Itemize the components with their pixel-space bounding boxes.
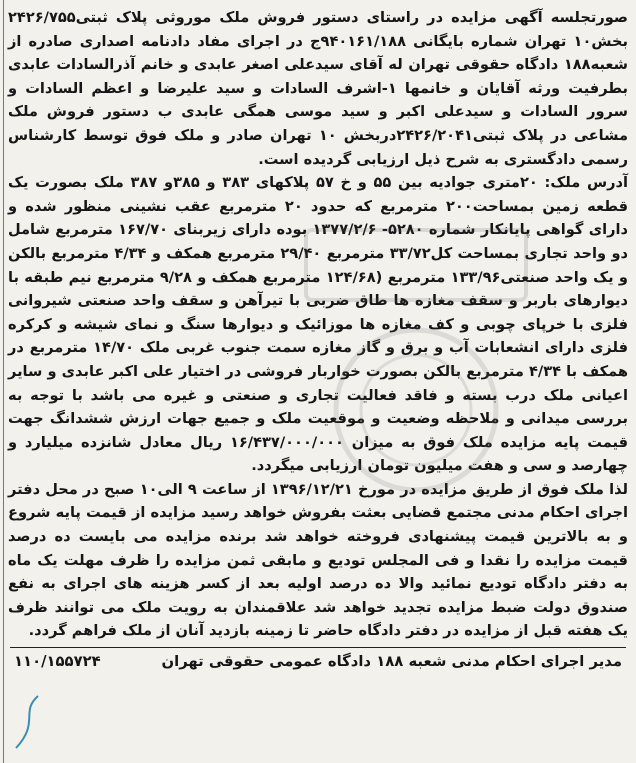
notice-property-paragraph: آدرس ملک: ۲۰متری جوادیه بین ۵۵ و خ ۵۷ پلاکهای ۳۸۳ و ۳۸۵و ۳۸۷ ملک بصورت یک قطعه زمین بمساحت۲۰۰ مترمربع که حدود ۲۰ مترمربع عقب نشینی منظور شده و دارای گواهی پایانکار شماره ۵۲۸۰- ۱۳۷۷/۲/۶ بوده دارای زیربنای ۱۶۷/۷۰ مترمربع شامل دو واحد تجاری بمساحت کل۳۳/۷۲ مترمربع ۲۹/۴۰ مترمربع همکف و ۴/۳۴ مترمربع بالکن و یک واحد صنعتی۱۳۳/۹۶ مترمربع (۱۲۴/۶۸ مترمربع همکف و ۹/۲۸ مترمربع نیم طبقه با دیوارهای باربر و سقف مغازه ها طاق ضربی با تیرآهن و سقف واحد صنعتی شیروانی فلزی با خرپای چوبی و کف مغازه ها موزائیک و دیوارها سنگ و نمای شیشه و کرکره فلزی دارای انشعابات آب و برق و گاز مغازه سمت جنوب غربی ملک ۱۴/۷۰ مترمربع در همکف با ۴/۳۴ مترمربع بالکن بصورت خواربار فروشی در اختیار علی اکبر عابدی و سایر اعیانی ملک درب بسته و فاقد فعالیت تجاری و صنعتی و غیره می باشد با توجه به بررسی میدانی و ملاحظه وضعیت و موقعیت ملک و جمیع جهات ارزش ششدانگ جهت قیمت پایه مزایده ملک فوق به میزان ۱۶/۴۳۷/۰۰۰/۰۰۰ ریال معادل شانزده میلیارد و چهارصد و سی و هفت میلیون تومان ارزیابی میگردد. (8, 174, 629, 475)
signature-line: مدیر اجرای احکام مدنی شعبه ۱۸۸ دادگاه عمومی حقوقی تهران (161, 653, 622, 671)
page-edge-line (3, 0, 4, 763)
reference-number: ۱۱۰/۱۵۵۷۲۴ (14, 653, 101, 671)
notice-auction-paragraph: لذا ملک فوق از طریق مزایده در مورخ ۱۳۹۶/۱۲/۲۱ از ساعت ۹ الی۱۰ صبح در محل دفتر اجرای احکام مدنی مجتمع قضایی بعثت بفروش خواهد رسید مزایده از قیمت پایه شروع و به بالاترین قیمت پیشنهادی فروخته خواهد شد برنده مزایده می بایست ده درصد قیمت مزایده را نقدا و فی المجلس تودیع و مابقی ثمن مزایده را ظرف مهلت یک ماه به دفتر دادگاه تودیع نمائید والا ده درصد اولیه بعد از کسر هزینه های اجرای به نفع صندوق دولت ضبط مزایده تجدید خواهد شد علاقمندان به رویت ملک می توانند ظرف یک هفته قبل از مزایده در دفتر دادگاه حاضر تا زمینه بازدید آنان از ملک فراهم گردد. (8, 480, 629, 640)
notice-intro-paragraph: صورتجلسه آگهی مزایده در راستای دستور فروش ملک موروثی پلاک ثبتی۲۴۲۶/۷۵۵ بخش۱۰ تهران شماره بایگانی ۹۴۰۱۶۱/۱۸۸ج در اجرای مفاد دادنامه اصداری صادره از شعبه۱۸۸ دادگاه حقوقی تهران له آقای سیدعلی اصغر عابدی و خانم آذرالسادات عابدی بطرفیت ورثه آقایان و خانمها ۱-اشرف السادات و سید علیرضا و اعظم السادات و سرور السادات و سیدعلی اکبر و سید موسی همگی عابدی ب دستور فروش ملک مشاعی در پلاک ثبتی۲۴۲۶/۲۰۴۱دربخش ۱۰ تهران صادر و ملک فوق توسط کارشناس رسمی دادگستری به شرح ذیل ارزیابی گردیده است. (8, 9, 629, 168)
notice-footer (8, 648, 628, 673)
